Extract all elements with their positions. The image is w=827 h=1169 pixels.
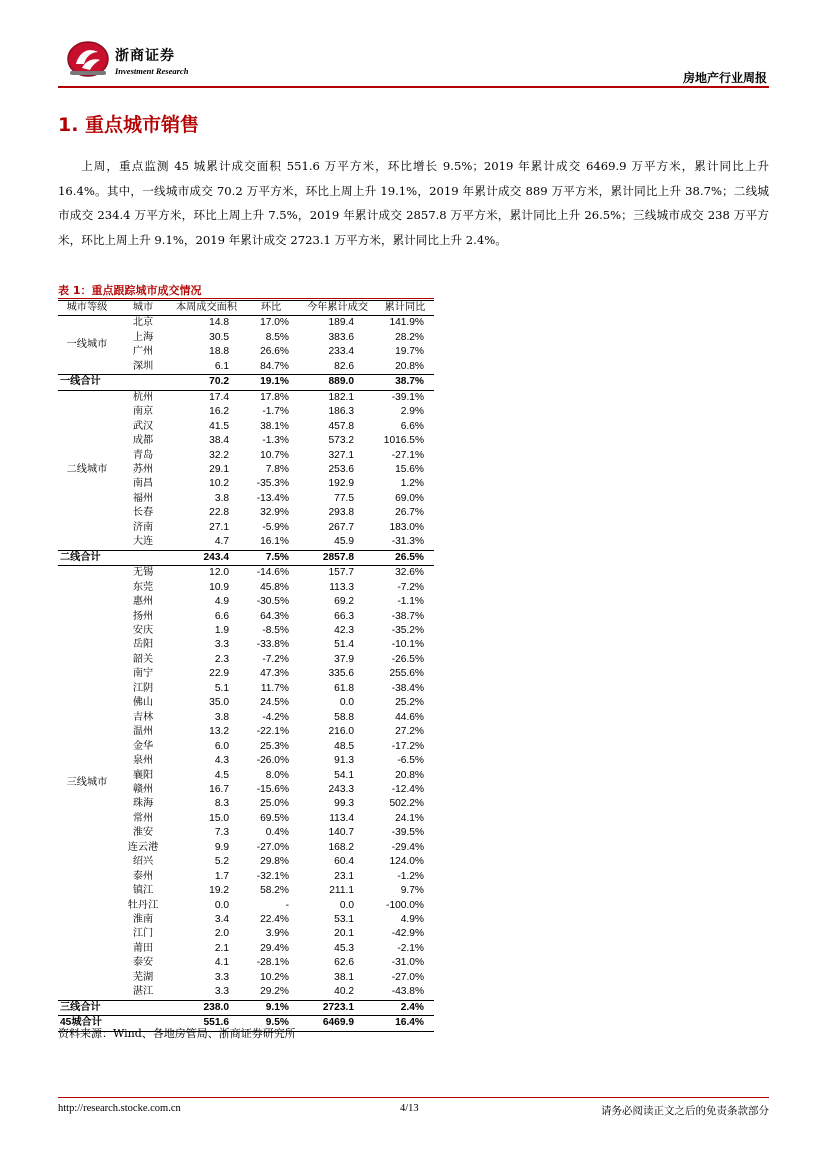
wow-change: -33.8% — [256, 639, 289, 651]
wow-change: 84.7% — [260, 360, 289, 372]
city-name: 常州 — [132, 812, 154, 824]
wow-change: -8.5% — [262, 624, 289, 636]
city-name: 连云港 — [127, 841, 159, 853]
wow-change: 25.3% — [260, 740, 289, 752]
caption-divider — [58, 298, 434, 299]
tier-label: 三线城市 — [66, 776, 108, 788]
yoy-change: -42.9% — [391, 928, 424, 940]
wow-change: 58.2% — [260, 885, 289, 897]
ytd-area: 383.6 — [328, 331, 354, 343]
city-name: 广州 — [132, 346, 154, 358]
subtotal-weekly-area: 238.0 — [170, 1000, 243, 1015]
yoy-change: -2.1% — [397, 942, 424, 954]
yoy-change: 28.2% — [395, 331, 424, 343]
weekly-area: 22.9 — [209, 668, 229, 680]
weekly-area: 4.1 — [214, 957, 229, 969]
weekly-area: 10.2 — [209, 478, 229, 490]
footer-url[interactable]: http://research.stocke.com.cn — [58, 1103, 181, 1114]
brand-name-cn: 浙商证券 — [115, 48, 175, 64]
wow-change: 29.4% — [260, 942, 289, 954]
ytd-area: 20.1 — [334, 928, 354, 940]
wow-change: 47.3% — [260, 668, 289, 680]
city-name: 芜湖 — [132, 971, 154, 983]
city-name: 惠州 — [132, 596, 154, 608]
wow-change: -4.2% — [262, 711, 289, 723]
weekly-area: 3.8 — [214, 711, 229, 723]
yoy-change: -27.0% — [391, 971, 424, 983]
page-number: 4/13 — [400, 1103, 419, 1114]
header-wow: 环比 — [243, 301, 299, 316]
ytd-area: 99.3 — [334, 798, 354, 810]
city-name: 大连 — [132, 536, 154, 548]
section-title: 1. 重点城市销售 — [58, 114, 200, 136]
wow-change: 7.8% — [265, 463, 289, 475]
yoy-change: 25.2% — [395, 697, 424, 709]
weekly-area: 38.4 — [209, 435, 229, 447]
weekly-area: 2.0 — [214, 928, 229, 940]
ytd-area: 61.8 — [334, 682, 354, 694]
yoy-change: -1.2% — [397, 870, 424, 882]
weekly-area: 7.3 — [214, 827, 229, 839]
ytd-area: 53.1 — [334, 914, 354, 926]
weekly-area: 22.8 — [209, 507, 229, 519]
yoy-change: 24.1% — [395, 812, 424, 824]
ytd-area: 37.9 — [334, 653, 354, 665]
yoy-change: -29.4% — [391, 841, 424, 853]
yoy-change: -31.3% — [391, 536, 424, 548]
weekly-area: 12.0 — [209, 567, 229, 579]
city-name: 湛江 — [132, 986, 154, 998]
city-name: 淮安 — [132, 827, 154, 839]
header-tier: 城市等级 — [58, 301, 116, 316]
weekly-area: 1.9 — [214, 624, 229, 636]
ytd-area: 58.8 — [334, 711, 354, 723]
ytd-area: 91.3 — [334, 755, 354, 767]
yoy-change: 44.6% — [395, 711, 424, 723]
city-name: 襄阳 — [132, 769, 154, 781]
city-name: 赣州 — [132, 783, 154, 795]
subtotal-row — [58, 1000, 434, 1015]
table-row — [58, 566, 434, 581]
yoy-change: 502.2% — [389, 798, 424, 810]
yoy-change: -7.2% — [397, 581, 424, 593]
weekly-area: 3.3 — [214, 971, 229, 983]
weekly-area: 3.3 — [214, 639, 229, 651]
city-name: 泰安 — [132, 957, 154, 969]
wow-change: 3.9% — [265, 928, 289, 940]
yoy-change: 4.9% — [400, 914, 424, 926]
weekly-area: 16.2 — [209, 406, 229, 418]
wow-change: 8.5% — [265, 331, 289, 343]
weekly-area: 14.8 — [209, 317, 229, 329]
footer-divider — [58, 1097, 769, 1098]
yoy-change: 19.7% — [395, 346, 424, 358]
weekly-area: 4.5 — [214, 769, 229, 781]
ytd-area: 267.7 — [328, 521, 354, 533]
header-ytd: 今年累计成交 — [299, 301, 376, 316]
weekly-area: 13.2 — [209, 726, 229, 738]
yoy-change: -6.5% — [397, 755, 424, 767]
weekly-area: 41.5 — [209, 420, 229, 432]
city-name: 成都 — [132, 435, 154, 447]
yoy-change: 20.8% — [395, 360, 424, 372]
ytd-area: 51.4 — [334, 639, 354, 651]
yoy-change: 26.7% — [395, 507, 424, 519]
total-ytd: 6469.9 — [299, 1016, 376, 1031]
weekly-area: 6.6 — [214, 610, 229, 622]
wow-change: -28.1% — [256, 957, 289, 969]
city-name: 吉林 — [132, 711, 154, 723]
city-name: 佛山 — [132, 697, 154, 709]
weekly-area: 30.5 — [209, 331, 229, 343]
ytd-area: 211.1 — [329, 885, 354, 897]
subtotal-label: 一线合计 — [58, 375, 170, 390]
table-header-row — [58, 301, 434, 316]
weekly-area: 17.4 — [209, 391, 229, 403]
city-name: 牡丹江 — [127, 899, 159, 911]
wow-change: -5.9% — [262, 521, 289, 533]
wow-change: 11.7% — [260, 682, 289, 694]
yoy-change: -1.1% — [397, 596, 424, 608]
wow-change: 24.5% — [260, 697, 289, 709]
wow-change: -30.5% — [256, 596, 289, 608]
weekly-area: 6.0 — [214, 740, 229, 752]
report-type: 房地产行业周报 — [682, 71, 767, 85]
weekly-area: 5.2 — [214, 856, 229, 868]
yoy-change: -31.0% — [391, 957, 424, 969]
wow-change: -1.3% — [262, 435, 289, 447]
wow-change: -35.3% — [256, 478, 289, 490]
weekly-area: 10.9 — [209, 581, 229, 593]
subtotal-wow: 7.5% — [243, 550, 299, 565]
ytd-area: 293.8 — [328, 507, 354, 519]
table-row — [58, 390, 434, 405]
city-name: 镇江 — [132, 885, 154, 897]
tier-label: 二线城市 — [66, 463, 108, 475]
city-name: 金华 — [132, 740, 154, 752]
subtotal-wow: 19.1% — [243, 375, 299, 390]
table-caption: 表 1：重点跟踪城市成交情况 — [58, 284, 202, 297]
city-name: 泉州 — [132, 755, 154, 767]
brand-name-en: Investment Research — [115, 66, 189, 76]
zheshang-logo-icon — [66, 38, 110, 78]
weekly-area: 2.3 — [214, 653, 229, 665]
wow-change: 64.3% — [260, 610, 289, 622]
subtotal-yoy: 38.7% — [376, 375, 434, 390]
wow-change: -13.4% — [256, 492, 289, 504]
weekly-area: 16.7 — [209, 783, 229, 795]
yoy-change: 1.2% — [400, 478, 424, 490]
city-name: 济南 — [132, 521, 154, 533]
wow-change: 17.8% — [260, 391, 289, 403]
yoy-change: 183.0% — [389, 521, 424, 533]
ytd-area: 66.3 — [334, 610, 354, 622]
subtotal-ytd: 2723.1 — [299, 1000, 376, 1015]
city-name: 江门 — [132, 928, 154, 940]
yoy-change: -35.2% — [391, 624, 424, 636]
city-name: 福州 — [132, 492, 154, 504]
wow-change: 10.2% — [260, 971, 289, 983]
wow-change: -26.0% — [256, 755, 289, 767]
weekly-area: 3.3 — [214, 986, 229, 998]
city-transaction-table — [58, 300, 434, 1032]
yoy-change: -43.8% — [391, 986, 424, 998]
weekly-area: 1.7 — [214, 870, 229, 882]
total-weekly-area: 551.6 — [170, 1016, 243, 1031]
ytd-area: 69.2 — [334, 596, 354, 608]
wow-change: 45.8% — [260, 581, 289, 593]
wow-change: -1.7% — [262, 406, 289, 418]
city-name: 南昌 — [132, 478, 154, 490]
city-name: 扬州 — [132, 610, 154, 622]
yoy-change: 69.0% — [395, 492, 424, 504]
subtotal-label: 二线合计 — [58, 550, 170, 565]
table-row — [58, 316, 434, 331]
ytd-area: 45.3 — [334, 942, 354, 954]
city-name: 温州 — [132, 726, 154, 738]
yoy-change: 124.0% — [389, 856, 424, 868]
city-name: 岳阳 — [132, 639, 154, 651]
wow-change: 25.0% — [260, 798, 289, 810]
data-source: 资料来源：Wind、各地房管局、浙商证券研究所 — [58, 1027, 296, 1040]
city-name: 韶关 — [132, 653, 154, 665]
weekly-area: 5.1 — [214, 682, 229, 694]
yoy-change: 2.9% — [400, 406, 424, 418]
city-name: 上海 — [132, 331, 154, 343]
tier-label: 一线城市 — [66, 339, 108, 351]
city-name: 青岛 — [132, 449, 154, 461]
ytd-area: 243.3 — [328, 783, 354, 795]
weekly-area: 19.2 — [209, 885, 229, 897]
city-name: 南宁 — [132, 668, 154, 680]
ytd-area: 38.1 — [334, 971, 354, 983]
ytd-area: 0.0 — [339, 899, 354, 911]
weekly-area: 29.1 — [209, 463, 229, 475]
city-name: 南京 — [132, 406, 154, 418]
yoy-change: 9.7% — [400, 885, 424, 897]
wow-change: 22.4% — [260, 914, 289, 926]
subtotal-wow: 9.1% — [243, 1000, 299, 1015]
subtotal-yoy: 26.5% — [376, 550, 434, 565]
total-label: 45城合计 — [58, 1016, 170, 1031]
weekly-area: 15.0 — [209, 812, 229, 824]
ytd-area: 48.5 — [334, 740, 354, 752]
ytd-area: 77.5 — [334, 492, 354, 504]
wow-change: - — [285, 899, 289, 911]
yoy-change: 6.6% — [400, 420, 424, 432]
city-name: 武汉 — [132, 420, 154, 432]
weekly-area: 9.9 — [214, 841, 229, 853]
wow-change: -22.1% — [256, 726, 289, 738]
wow-change: 16.1% — [260, 536, 289, 548]
wow-change: 26.6% — [260, 346, 289, 358]
ytd-area: 186.3 — [328, 406, 354, 418]
city-name: 安庆 — [132, 624, 154, 636]
wow-change: -32.1% — [256, 870, 289, 882]
ytd-area: 42.3 — [334, 624, 354, 636]
yoy-change: -12.4% — [391, 783, 424, 795]
wow-change: 17.0% — [260, 317, 289, 329]
yoy-change: 141.9% — [389, 317, 424, 329]
city-name: 泰州 — [132, 870, 154, 882]
ytd-area: 327.1 — [328, 449, 354, 461]
header-divider — [58, 86, 769, 88]
city-name: 苏州 — [132, 463, 154, 475]
ytd-area: 335.6 — [328, 668, 354, 680]
yoy-change: -100.0% — [386, 899, 424, 911]
wow-change: 32.9% — [260, 507, 289, 519]
wow-change: 38.1% — [260, 420, 289, 432]
header-yoy: 累计同比 — [376, 301, 434, 316]
weekly-area: 3.8 — [214, 492, 229, 504]
wow-change: 10.7% — [260, 449, 289, 461]
total-wow: 9.5% — [243, 1016, 299, 1031]
city-name: 珠海 — [132, 798, 154, 810]
ytd-area: 54.1 — [334, 769, 354, 781]
ytd-area: 182.1 — [328, 391, 354, 403]
subtotal-weekly-area: 243.4 — [170, 550, 243, 565]
weekly-area: 4.7 — [214, 536, 229, 548]
wow-change: -15.6% — [256, 783, 289, 795]
ytd-area: 62.6 — [334, 957, 354, 969]
ytd-area: 573.2 — [328, 435, 354, 447]
ytd-area: 157.7 — [328, 567, 354, 579]
city-name: 长春 — [132, 507, 154, 519]
ytd-area: 233.4 — [328, 346, 354, 358]
city-name: 东莞 — [132, 581, 154, 593]
yoy-change: -17.2% — [391, 740, 424, 752]
ytd-area: 113.4 — [329, 812, 354, 824]
wow-change: 29.2% — [260, 986, 289, 998]
header-weekly-area: 本周成交面积 — [170, 301, 243, 316]
ytd-area: 40.2 — [334, 986, 354, 998]
ytd-area: 192.9 — [328, 478, 354, 490]
weekly-area: 0.0 — [214, 899, 229, 911]
header-city: 城市 — [116, 301, 170, 316]
wow-change: 69.5% — [260, 812, 289, 824]
ytd-area: 82.6 — [334, 360, 354, 372]
footer-disclaimer: 请务必阅读正文之后的免责条款部分 — [601, 1105, 769, 1117]
yoy-change: -38.4% — [391, 682, 424, 694]
ytd-area: 189.4 — [328, 317, 354, 329]
weekly-area: 2.1 — [214, 942, 229, 954]
wow-change: -7.2% — [262, 653, 289, 665]
yoy-change: -26.5% — [391, 653, 424, 665]
yoy-change: -39.1% — [391, 391, 424, 403]
summary-paragraph: 上周，重点监测 45 城累计成交面积 551.6 万平方米，环比增长 9.5%；2019 年累计成交 6469.9 万平方米，累计同比上升 16.4%。其中，一线城市成交 70.2 万平方米，环比上周上升 19.1%，2019 年累计成交 889 万平方米，累计同比上升 38.7%；二线城市成交 234.4 万平方米，环比上周上升 7.5%，2019 年累计成交 2857.8 万平方米，累计同比上升 26.5%；三线城市成交 238 万平方米，环比上周上升 9.1%，2019 年累计成交 2723.1 万平方米，累计同比上升 2.4%。 — [58, 159, 769, 247]
ytd-area: 253.6 — [328, 463, 354, 475]
weekly-area: 32.2 — [209, 449, 229, 461]
wow-change: 29.8% — [260, 856, 289, 868]
subtotal-weekly-area: 70.2 — [170, 375, 243, 390]
weekly-area: 18.8 — [209, 346, 229, 358]
wow-change: 0.4% — [265, 827, 289, 839]
ytd-area: 60.4 — [334, 856, 354, 868]
weekly-area: 27.1 — [209, 521, 229, 533]
ytd-area: 113.3 — [329, 581, 354, 593]
subtotal-row — [58, 375, 434, 390]
ytd-area: 45.9 — [334, 536, 354, 548]
ytd-area: 216.0 — [328, 726, 354, 738]
ytd-area: 0.0 — [339, 697, 354, 709]
yoy-change: -39.5% — [391, 827, 424, 839]
subtotal-row — [58, 550, 434, 565]
weekly-area: 6.1 — [214, 360, 229, 372]
weekly-area: 3.4 — [214, 914, 229, 926]
yoy-change: 15.6% — [395, 463, 424, 475]
weekly-area: 4.9 — [214, 596, 229, 608]
ytd-area: 23.1 — [334, 870, 354, 882]
subtotal-ytd: 2857.8 — [299, 550, 376, 565]
page-header — [58, 38, 769, 88]
weekly-area: 35.0 — [209, 697, 229, 709]
yoy-change: 1016.5% — [383, 435, 424, 447]
city-name: 北京 — [132, 317, 154, 329]
city-name: 莆田 — [132, 942, 154, 954]
wow-change: 8.0% — [265, 769, 289, 781]
city-name: 江阴 — [132, 682, 154, 694]
yoy-change: -27.1% — [391, 449, 424, 461]
city-name: 杭州 — [132, 391, 154, 403]
yoy-change: -10.1% — [391, 639, 424, 651]
ytd-area: 457.8 — [328, 420, 354, 432]
subtotal-ytd: 889.0 — [299, 375, 376, 390]
city-name: 绍兴 — [132, 856, 154, 868]
yoy-change: 32.6% — [395, 567, 424, 579]
city-name: 深圳 — [132, 360, 154, 372]
city-name: 淮南 — [132, 914, 154, 926]
yoy-change: 20.8% — [395, 769, 424, 781]
weekly-area: 8.3 — [214, 798, 229, 810]
yoy-change: 27.2% — [395, 726, 424, 738]
yoy-change: -38.7% — [391, 610, 424, 622]
ytd-area: 168.2 — [328, 841, 354, 853]
city-name: 无锡 — [132, 567, 154, 579]
yoy-change: 255.6% — [389, 668, 424, 680]
wow-change: -14.6% — [256, 567, 289, 579]
subtotal-label: 三线合计 — [58, 1000, 170, 1015]
subtotal-yoy: 2.4% — [376, 1000, 434, 1015]
total-yoy: 16.4% — [376, 1016, 434, 1031]
weekly-area: 4.3 — [214, 755, 229, 767]
ytd-area: 140.7 — [328, 827, 354, 839]
wow-change: -27.0% — [256, 841, 289, 853]
